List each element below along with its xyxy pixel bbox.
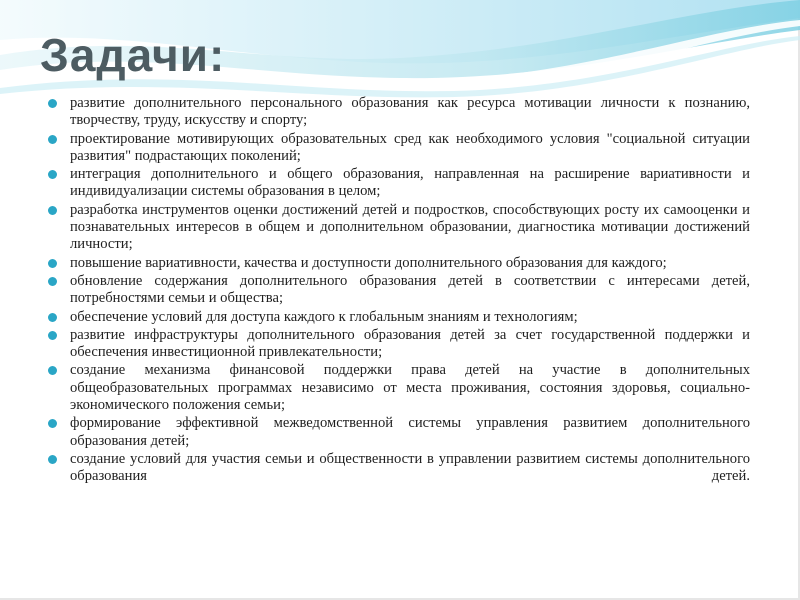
list-item: проектирование мотивирующих образовательных сред как необходимого условия "социальной ситуации развития" подрастающих поколений;	[46, 131, 750, 166]
list-item: обеспечение условий для доступа каждого к глобальным знаниям и технологиям;	[46, 309, 750, 326]
task-list	[46, 95, 750, 487]
list-item: создание механизма финансовой поддержки права детей на участие в дополнительных общеобразовательных программах независимо от места проживания, состояния здоровья, социально-экономического положения семьи;	[46, 362, 750, 414]
list-item: интеграция дополнительного и общего образования, направленная на расширение вариативности и индивидуализации системы образования в целом;	[46, 166, 750, 201]
bullet-icon	[48, 331, 57, 340]
bullet-icon	[48, 455, 57, 464]
list-item: создание условий для участия семьи и общественности в управлении развитием системы дополнительного образования детей.	[46, 451, 750, 486]
bullet-icon	[48, 366, 57, 375]
list-item: развитие инфраструктуры дополнительного образования детей за счет государственной поддержки и обеспечения инвестиционной привлекательности;	[46, 327, 750, 362]
slide-title: Задачи:	[40, 29, 226, 81]
bullet-icon	[48, 206, 57, 215]
bullet-icon	[48, 135, 57, 144]
bullet-icon	[48, 277, 57, 286]
list-item: формирование эффективной межведомственной системы управления развитием дополнительного образования детей;	[46, 415, 750, 450]
list-item: повышение вариативности, качества и доступности дополнительного образования для каждого;	[46, 255, 750, 272]
list-item: разработка инструментов оценки достижений детей и подростков, способствующих росту их самооценки и познавательных интересов в общем и дополнительном образовании, диагностика мотивации достижений личности;	[46, 202, 750, 254]
list-item: развитие дополнительного персонального образования как ресурса мотивации личности к познанию, творчеству, труду, искусству и спорту;	[46, 95, 750, 130]
bullet-icon	[48, 259, 57, 268]
bullet-icon	[48, 170, 57, 179]
bullet-icon	[48, 313, 57, 322]
bullet-icon	[48, 419, 57, 428]
bullet-icon	[48, 99, 57, 108]
list-item: обновление содержания дополнительного образования детей в соответствии с интересами детей, потребностями семьи и общества;	[46, 273, 750, 308]
